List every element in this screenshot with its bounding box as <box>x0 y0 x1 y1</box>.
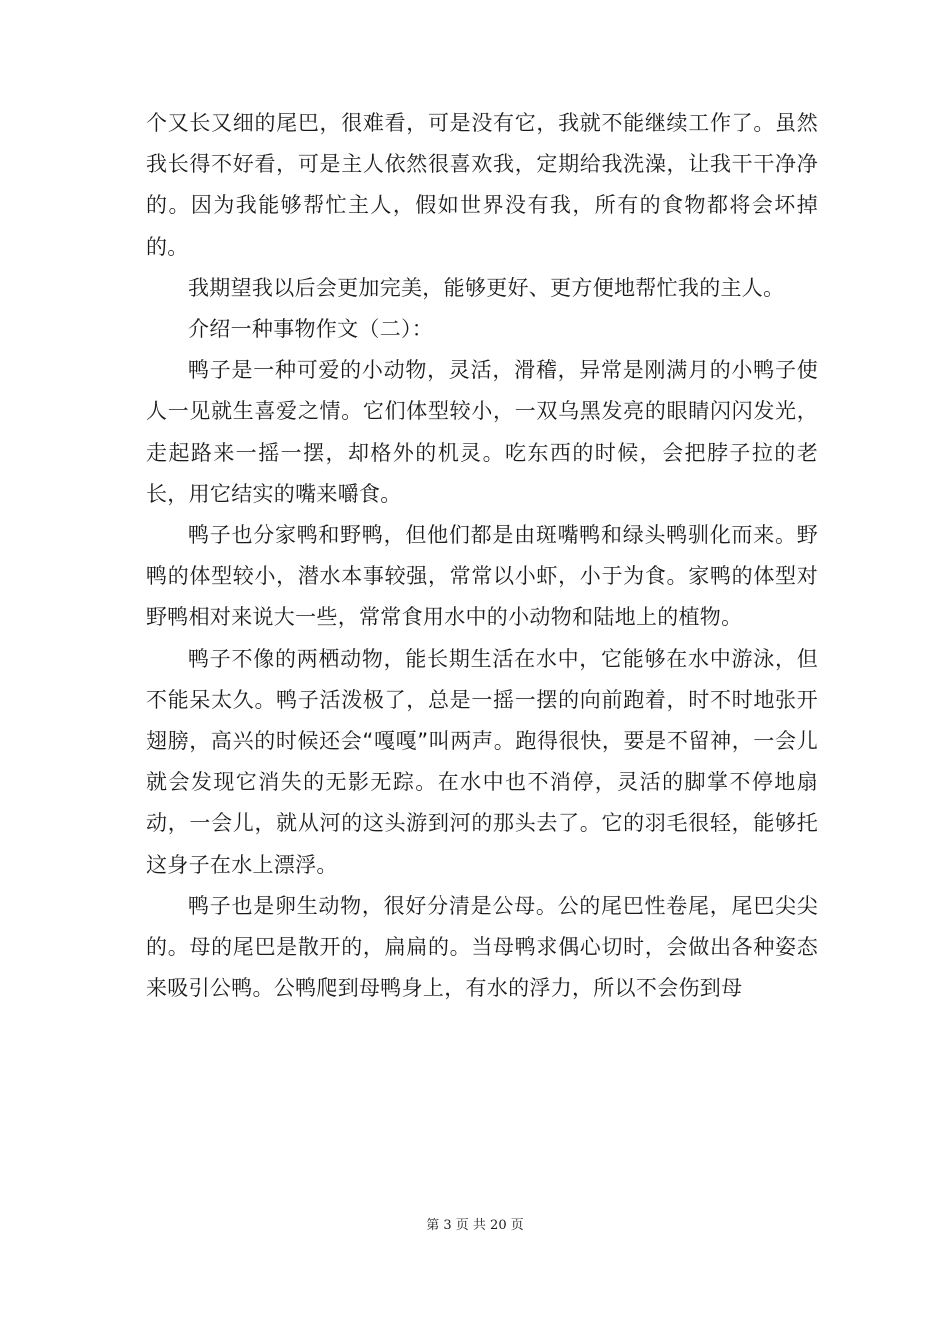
page-body <box>146 103 818 1009</box>
paragraph-hope: 我期望我以后会更加完美，能够更好、更方便地帮忙我的主人。 <box>188 275 785 300</box>
paragraph-duck-types: 鸭子也分家鸭和野鸭，但他们都是由斑嘴鸭和绿头鸭驯化而来。野鸭的体型较小，潜水本事较强，常常以小虾，小于为食。家鸭的体型对野鸭相对来说大一些，常常食用水中的小动物和陆地上的植物。 <box>146 523 818 630</box>
paragraph-duck-reproduction: 鸭子也是卵生动物，很好分清是公母。公的尾巴性卷尾，尾巴尖尖的。母的尾巴是散开的，扁扁的。当母鸭求偶心切时，会做出各种姿态来吸引公鸭。公鸭爬到母鸭身上，有水的浮力，所以不会伤到母 <box>146 893 818 1001</box>
section-heading: 介绍一种事物作文（二）： <box>188 317 434 342</box>
paragraph-duck-habits: 鸭子不像的两栖动物，能长期生活在水中，它能够在水中游泳，但不能呆太久。鸭子活泼极了，总是一摇一摆的向前跑着，时不时地张开翅膀，高兴的时候还会“嘎嘎”叫两声。跑得很快，要是不留神，一会儿就会发现它消失的无影无踪。在水中也不消停，灵活的脚掌不停地扇动，一会儿，就从河的这头游到河的那头去了。它的羽毛很轻，能够托这身子在水上漂浮。 <box>146 646 818 877</box>
page-number-footer: 第 3 页 共 20 页 <box>426 1218 524 1233</box>
paragraph-duck-intro: 鸭子是一种可爱的小动物，灵活，滑稽，异常是刚满月的小鸭子使人一见就生喜爱之情。它们体型较小，一双乌黑发亮的眼睛闪闪发光，走起路来一摇一摆，却格外的机灵。吃东西的时候，会把脖子拉的老长，用它结实的嘴来嚼食。 <box>146 358 818 506</box>
paragraph-continuation: 个又长又细的尾巴，很难看，可是没有它，我就不能继续工作了。虽然我长得不好看，可是主人依然很喜欢我，定期给我洗澡，让我干干净净的。因为我能够帮忙主人，假如世界没有我，所有的食物都将会坏掉的。 <box>146 111 818 259</box>
